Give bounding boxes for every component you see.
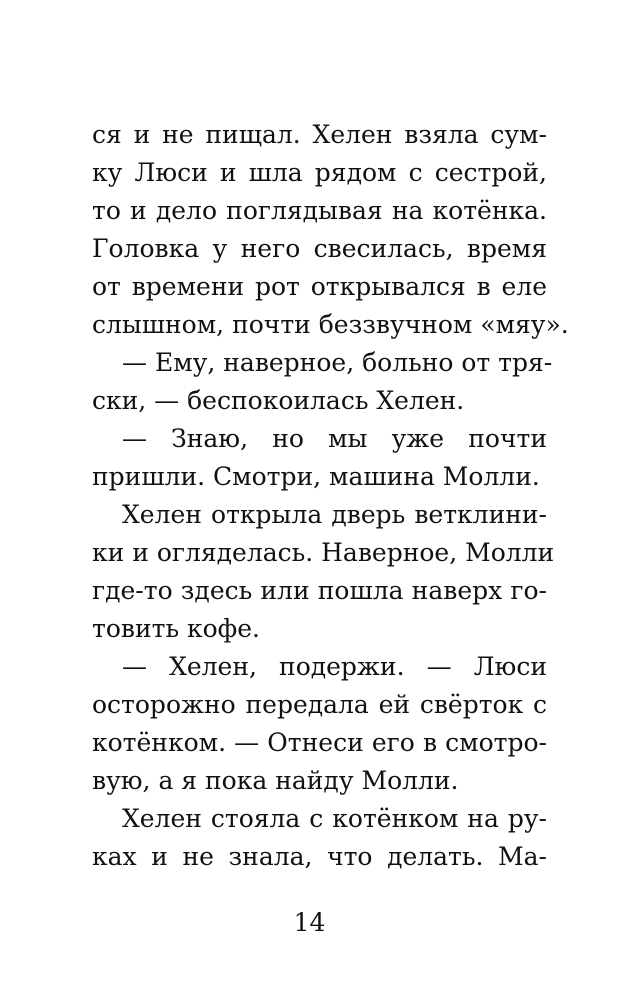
text-line-3: то и дело поглядывая на котёнка. (92, 196, 547, 225)
text-line-7: — Ему, наверное, больно от тря- (122, 348, 553, 377)
text-line-17: котёнком. — Отнеси его в смотро- (92, 728, 547, 757)
page-number: 14 (293, 908, 326, 937)
text-line-8: ски, — беспокоилась Хелен. (92, 386, 465, 415)
text-line-9: — Знаю, но мы уже почти (122, 424, 547, 453)
text-line-13: где-то здесь или пошла наверх го- (92, 576, 547, 605)
text-line-20: ках и не знала, что делать. Ма- (92, 842, 547, 871)
text-line-5: от времени рот открывался в еле (92, 272, 547, 301)
text-line-15: — Хелен, подержи. — Люси (122, 652, 547, 681)
text-line-10: пришли. Смотри, машина Молли. (92, 462, 540, 491)
text-line-11: Хелен открыла дверь ветклини- (122, 500, 547, 529)
text-line-19: Хелен стояла с котёнком на ру- (122, 804, 547, 833)
text-line-12: ки и огляделась. Наверное, Молли (92, 538, 555, 567)
text-line-6: слышном, почти беззвучном «мяу». (92, 310, 569, 339)
text-line-2: ку Люси и шла рядом с сестрой, (92, 158, 547, 187)
text-line-1: ся и не пищал. Хелен взяла сум- (92, 120, 547, 149)
text-line-4: Головка у него свесилась, время (92, 234, 547, 263)
text-line-16: осторожно передала ей свёрток с (92, 690, 547, 719)
text-line-14: товить кофе. (92, 614, 260, 643)
text-line-18: вую, а я пока найду Молли. (92, 766, 459, 795)
